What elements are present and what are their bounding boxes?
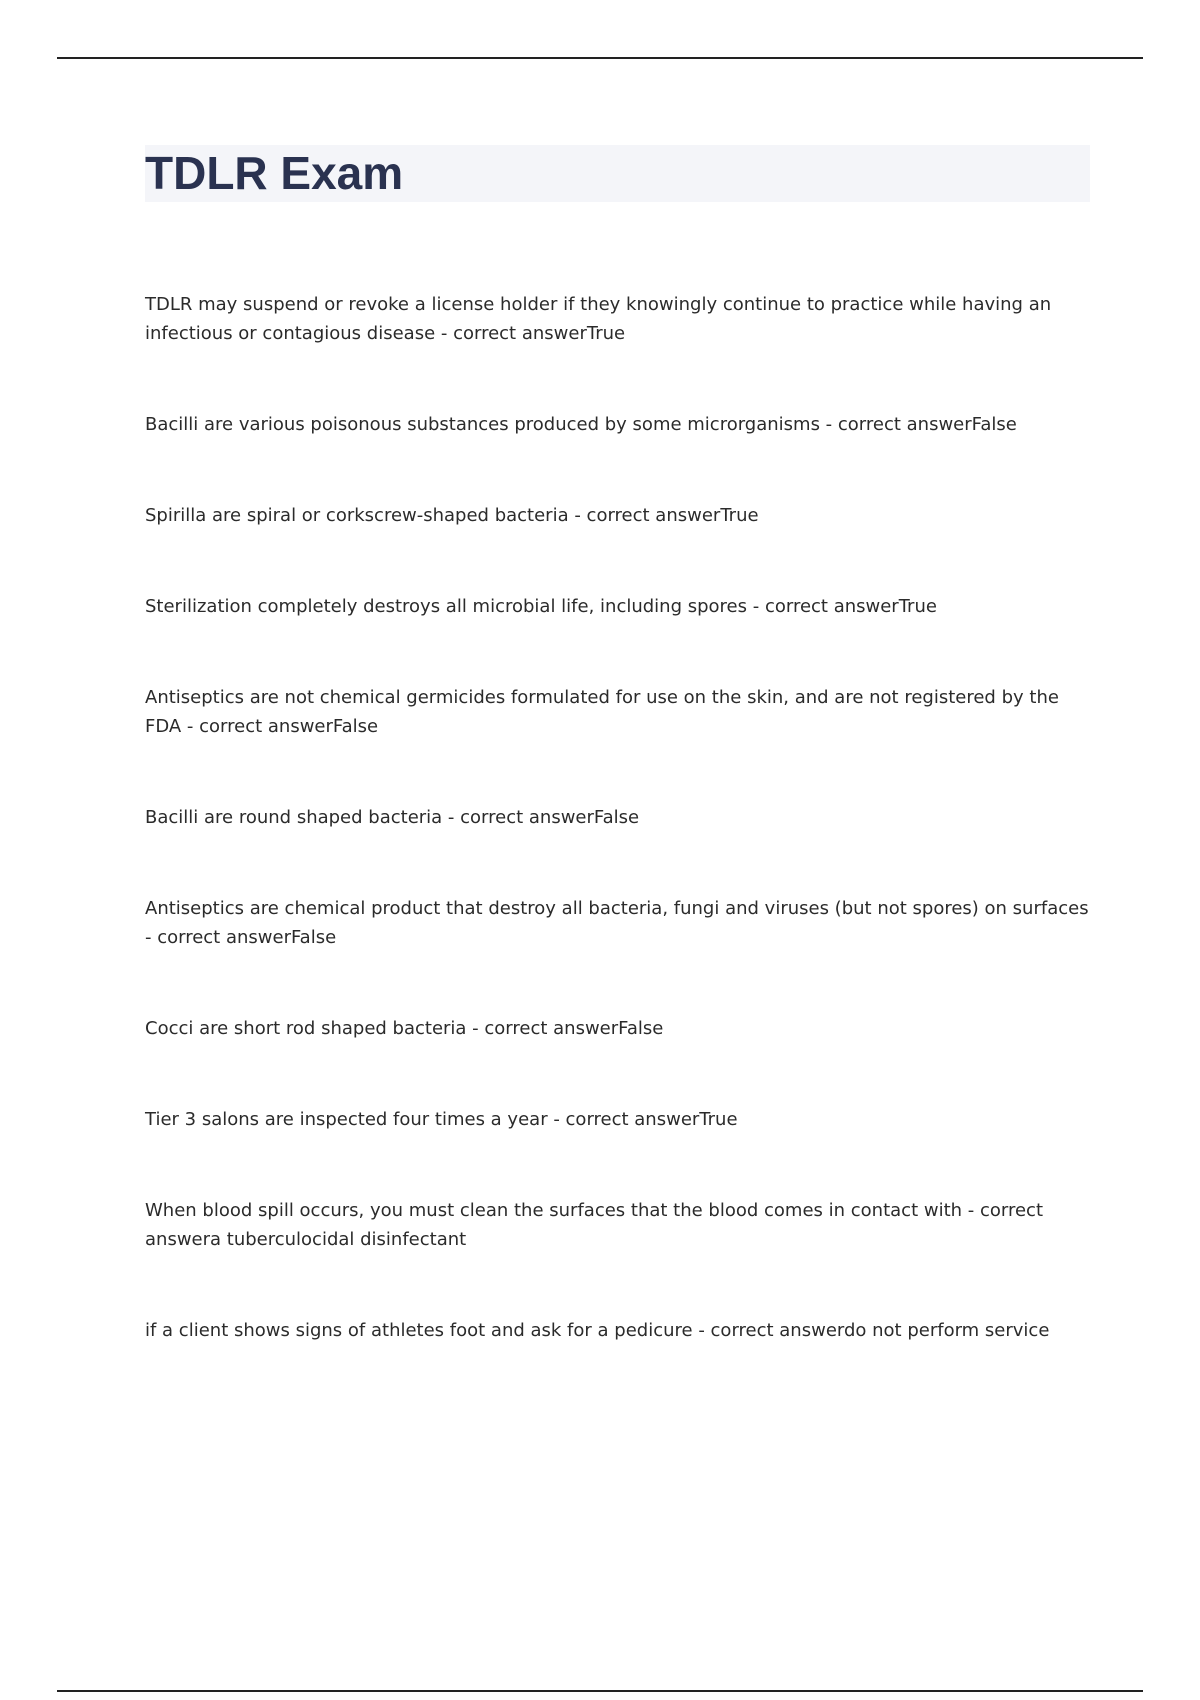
qa-item-3: Spirilla are spiral or corkscrew-shaped bacteria - correct answerTrue — [145, 505, 759, 526]
qa-list — [145, 290, 1090, 1345]
title-banner — [145, 145, 1090, 202]
qa-item-2: Bacilli are various poisonous substances produced by some microrganisms - correct answerFalse — [145, 414, 1017, 435]
qa-item-4: Sterilization completely destroys all microbial life, including spores - correct answerTrue — [145, 596, 937, 617]
qa-item-10: When blood spill occurs, you must clean the surfaces that the blood comes in contact with - correct answera tuberculocidal disinfectant — [145, 1200, 1044, 1250]
qa-item-1: TDLR may suspend or revoke a license holder if they knowingly continue to practice while having an infectious or contagious disease - correct answerTrue — [145, 294, 1052, 344]
qa-item-11: if a client shows signs of athletes foot and ask for a pedicure - correct answerdo not perform service — [145, 1320, 1050, 1341]
qa-item-7: Antiseptics are chemical product that destroy all bacteria, fungi and viruses (but not spores) on surfaces - correct answerFalse — [145, 898, 1089, 948]
qa-item-5: Antiseptics are not chemical germicides formulated for use on the skin, and are not registered by the FDA - correct answerFalse — [145, 687, 1059, 737]
qa-item-6: Bacilli are round shaped bacteria - correct answerFalse — [145, 807, 640, 828]
qa-item-9: Tier 3 salons are inspected four times a year - correct answerTrue — [145, 1109, 738, 1130]
page-title: TDLR Exam — [145, 147, 404, 199]
bottom-rule — [57, 1690, 1143, 1692]
top-rule — [57, 57, 1143, 59]
qa-item-8: Cocci are short rod shaped bacteria - correct answerFalse — [145, 1018, 664, 1039]
